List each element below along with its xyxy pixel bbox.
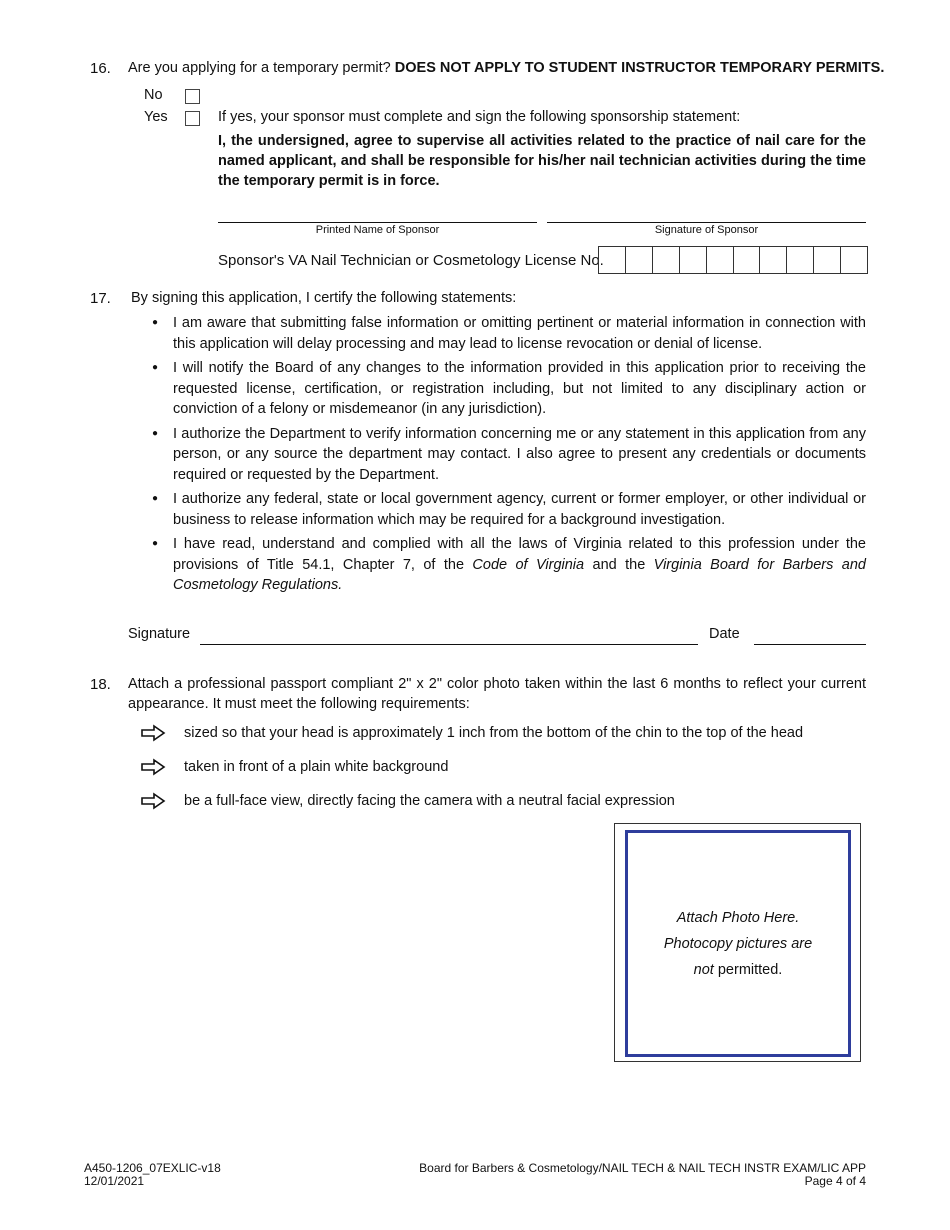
arrow-right-icon [140,724,166,742]
printed-name-caption: Printed Name of Sponsor [315,224,440,236]
board-title: Board for Barbers & Cosmetology/NAIL TECH & NAIL TECH INSTR EXAM/LIC APP [419,1161,866,1175]
certification-item: ● I am aware that submitting false information or omitting pertinent or material information in connection with this application will delay processing and may lead to license revocation or denial of license. [150,313,866,354]
license-digit-cell[interactable] [707,247,734,273]
license-digit-cell[interactable] [626,247,653,273]
sponsor-signature-caption: Signature of Sponsor [654,224,759,236]
requirement-text: taken in front of a plain white background [184,759,449,775]
license-number-label: Sponsor's VA Nail Technician or Cosmetology License No. [218,252,604,269]
certification-item: ● I will notify the Board of any changes to the information provided in this application prior to receiving the requested license, certification, or registration including, but not limited to any disciplinary action or conviction of a felony or misdemeanor (in any jurisdiction). [150,358,866,420]
applicant-signature-line[interactable] [200,644,698,645]
footer-right [419,1162,866,1188]
license-digit-cell[interactable] [814,247,841,273]
license-number-field[interactable] [598,246,868,274]
yes-instruction: If yes, your sponsor must complete and sign the following sponsorship statement: [218,109,741,125]
photo-box[interactable] [614,823,861,1062]
photo-instruction-line: Photocopy pictures are [663,935,813,952]
question-18-number: 18. [90,676,111,693]
certification-item-text: and the [584,556,654,573]
requirement-item [140,724,803,742]
photo-instruction-line: permitted. [713,961,783,978]
certification-item-text: I have read, understand and complied with all the laws of Virginia related to this profession under the provisions of Title 54.1, Chapter 7, of the [173,536,866,573]
page-number: Page 4 of 4 [804,1174,866,1188]
license-digit-cell[interactable] [734,247,761,273]
no-label: No [144,87,163,103]
sponsorship-statement: I, the undersigned, agree to supervise all activities related to the practice of nail care for the named applicant, and shall be responsible for his/her nail technician activities during the time the temporary permit is in force. [218,133,866,189]
form-code: A450-1206_07EXLIC-v18 [84,1161,221,1175]
requirement-item [140,758,448,776]
signature-label: Signature [128,626,191,642]
certification-item [150,534,866,596]
yes-checkbox[interactable] [185,111,200,126]
arrow-right-icon [140,792,166,810]
license-digit-cell[interactable] [787,247,814,273]
photo-instruction-line: Attach Photo Here. [676,909,800,926]
certification-list [150,313,866,600]
license-digit-cell[interactable] [599,247,626,273]
question-16-bold-note: DOES NOT APPLY TO STUDENT INSTRUCTOR TEMPORARY PERMITS. [394,60,885,76]
date-label: Date [709,626,740,642]
requirement-text: be a full-face view, directly facing the camera with a neutral facial expression [184,793,675,809]
photo-attach-area[interactable] [625,830,851,1057]
license-digit-cell[interactable] [841,247,867,273]
printed-name-line[interactable] [218,222,537,223]
regulations-text: Virginia Board for Barbers and Cosmetology Regulations. [173,556,866,593]
code-of-virginia-text: Code of Virginia [472,556,585,573]
requirement-item [140,792,675,810]
license-digit-cell[interactable] [653,247,680,273]
question-16-number: 16. [90,60,111,77]
question-17-number: 17. [90,290,111,307]
date-line[interactable] [754,644,866,645]
photo-not-emphasis: not [693,961,714,978]
question-16-text [128,60,884,76]
arrow-right-icon [140,758,166,776]
sponsor-signature-line[interactable] [547,222,866,223]
footer-left [84,1162,221,1188]
certification-item: ● I authorize the Department to verify information concerning me or any statement in this application from any person, or any source the department may contact. I also agree to present any credentials or documents required or requested by the Department. [150,424,866,486]
yes-label: Yes [144,109,168,125]
certification-item: ● I authorize any federal, state or local government agency, current or former employer, or other individual or business to release information which may be required for a background investigation. [150,489,866,530]
question-16-prompt: Are you applying for a temporary permit? [128,60,391,76]
photo-instructions [664,905,812,983]
question-18-intro: Attach a professional passport compliant 2" x 2" color photo taken within the last 6 months to reflect your current appearance. It must meet the following requirements: [128,676,866,712]
requirement-text: sized so that your head is approximately 1 inch from the bottom of the chin to the top of the head [184,725,804,741]
form-date: 12/01/2021 [84,1174,145,1188]
license-digit-cell[interactable] [760,247,787,273]
question-17-intro: By signing this application, I certify the following statements: [131,290,517,306]
license-digit-cell[interactable] [680,247,707,273]
no-checkbox[interactable] [185,89,200,104]
